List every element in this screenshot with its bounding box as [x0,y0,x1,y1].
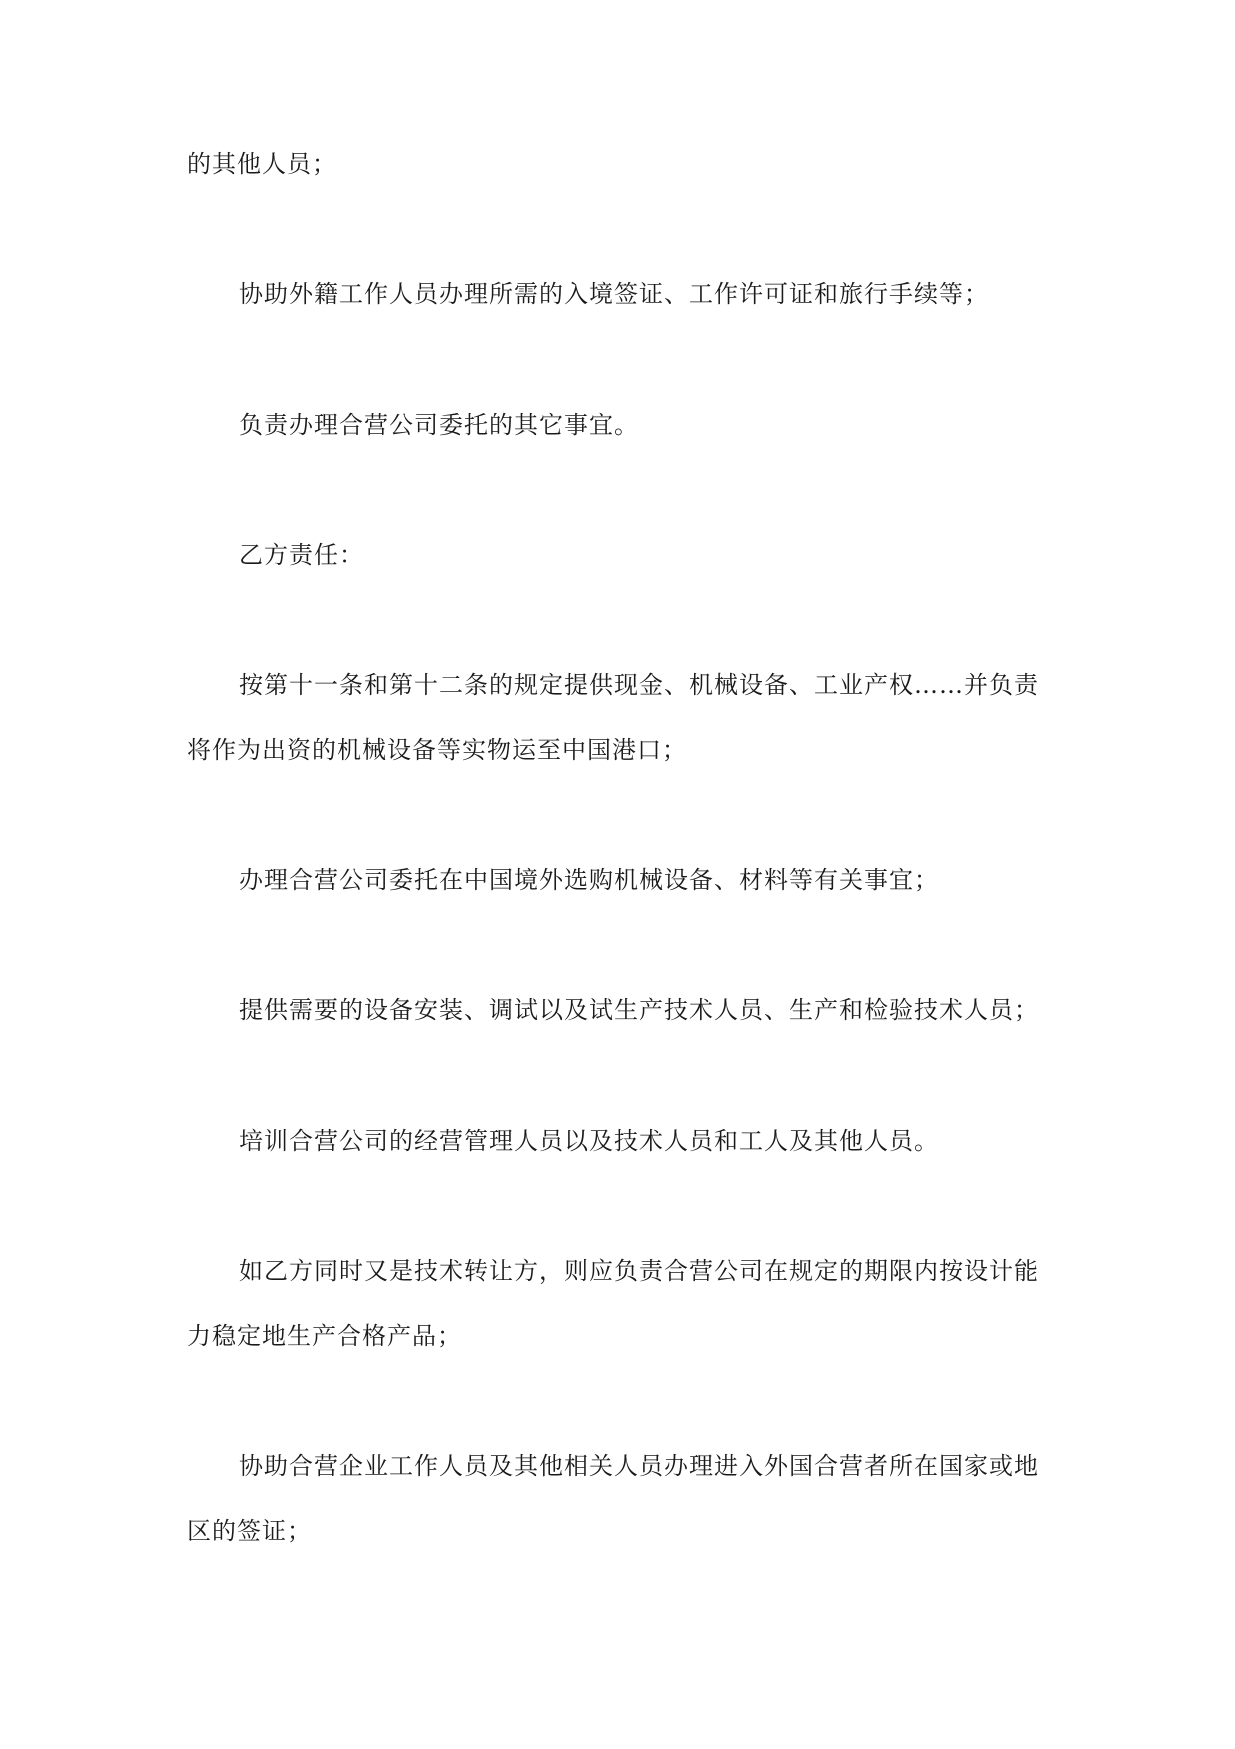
paragraph-line: 按第十一条和第十二条的规定提供现金、机械设备、工业产权……并负责 [239,671,1039,699]
paragraph-line: 如乙方同时又是技术转让方，则应负责合营公司在规定的期限内按设计能 [239,1257,1039,1285]
paragraph-line: 将作为出资的机械设备等实物运至中国港口； [187,736,687,764]
paragraph-line: 办理合营公司委托在中国境外选购机械设备、材料等有关事宜； [239,866,939,894]
paragraph-line: 协助外籍工作人员办理所需的入境签证、工作许可证和旅行手续等； [239,280,989,308]
paragraph-line: 培训合营公司的经营管理人员以及技术人员和工人及其他人员。 [239,1127,939,1155]
paragraph-line: 的其他人员； [187,150,337,178]
paragraph-line: 提供需要的设备安装、调试以及试生产技术人员、生产和检验技术人员； [239,996,1039,1024]
paragraph-line: 乙方责任： [239,541,364,569]
paragraph-line: 协助合营企业工作人员及其他相关人员办理进入外国合营者所在国家或地 [239,1452,1039,1480]
paragraph-line: 负责办理合营公司委托的其它事宜。 [239,411,639,439]
paragraph-line: 区的签证； [187,1517,312,1545]
paragraph-line: 力稳定地生产合格产品； [187,1322,462,1350]
